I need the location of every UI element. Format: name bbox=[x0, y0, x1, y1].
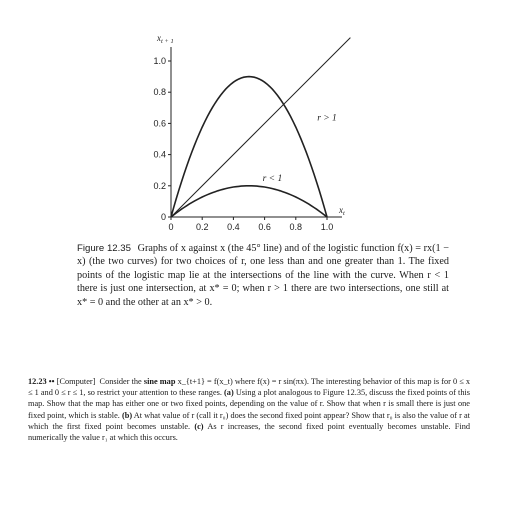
y-tick-label: 1.0 bbox=[153, 56, 166, 66]
y-tick-label: 0.6 bbox=[153, 118, 166, 129]
figure-caption bbox=[77, 242, 449, 309]
identity-line bbox=[171, 38, 350, 217]
x-axis-label: $x_t$ bbox=[339, 205, 345, 217]
logistic-curve-r-0-8 bbox=[171, 186, 327, 217]
exercise-difficulty: •• bbox=[48, 377, 55, 386]
exercise-part-c-label: (c) bbox=[194, 421, 204, 431]
exercise-part-a-text: Using a plot analogous to Figure 12.35, discuss the fixed points of this map. Show that the map has either one or two fixed points, depending on the value of r. Show that when r is small there is just one fixed point, which is stable. bbox=[28, 388, 471, 420]
curve-label-r-less-than-1: r < 1 bbox=[262, 174, 283, 185]
exercise-body: x_{t+1} = f(x_t) where f(x) = r sin(πx). The interesting behavior of this map is for 0 ≤ x ≤ 1 and 0 ≤ r ≤ 1, so restrict your attention to these ranges. bbox=[28, 377, 471, 398]
exercise-part-b-label: (b) bbox=[121, 410, 133, 420]
exercise-part-a-label: (a) bbox=[224, 388, 234, 398]
figure-caption-label: Figure 12.35 bbox=[77, 243, 131, 254]
exercise-intro: Consider the bbox=[99, 377, 142, 386]
exercise-tag: [Computer] bbox=[56, 377, 96, 386]
curve-label-r-greater-than-1: r > 1 bbox=[317, 113, 337, 124]
exercise-number: 12.23 bbox=[28, 377, 47, 386]
y-tick-label: 0.8 bbox=[153, 87, 166, 98]
exercise-block bbox=[28, 376, 470, 443]
x-tick-label: 0.2 bbox=[195, 222, 209, 232]
y-axis-label: $x_{t + 1}$ bbox=[157, 33, 174, 45]
exercise-part-c-text: As r increases, the second fixed point eventually becomes unstable. Find numerically the value r₁ at which this occurs. bbox=[28, 421, 471, 443]
x-tick-label: 0.6 bbox=[258, 222, 271, 232]
y-tick-label: 0.2 bbox=[153, 180, 166, 191]
x-tick-label: 0.4 bbox=[227, 222, 240, 232]
chart-axes bbox=[156, 33, 345, 217]
figure-caption-text: Graphs of x against x (the 45° line) and of the logistic function f(x) = rx(1 − x) (the two curves) for two choices of r, one less than and one greater than 1. The fixed points of the logistic map lie at the intersections of the line with the curve. When r < 1 there is just one intersection, at x* = 0; when r > 1 there are two intersections, one still at x* = 0 and the other at an x* > 0. bbox=[77, 243, 450, 308]
chart-series bbox=[171, 38, 350, 217]
logistic-map-figure bbox=[0, 0, 520, 240]
x-tick-label: 0.8 bbox=[289, 222, 303, 232]
chart-annotations bbox=[263, 113, 337, 184]
x-tick-label: 0 bbox=[168, 222, 174, 232]
logistic-curve-r-3-6 bbox=[171, 77, 327, 217]
y-tick-label: 0.4 bbox=[153, 149, 166, 160]
exercise-title: sine map bbox=[143, 377, 176, 386]
x-tick-label: 1.0 bbox=[320, 222, 334, 232]
exercise-part-b-text: At what value of r (call it r₀) does the second fixed point appear? Show that r₀ is also the value of r at which the first fixed point becomes unstable. bbox=[28, 410, 470, 431]
y-tick-label: 0 bbox=[160, 212, 166, 222]
